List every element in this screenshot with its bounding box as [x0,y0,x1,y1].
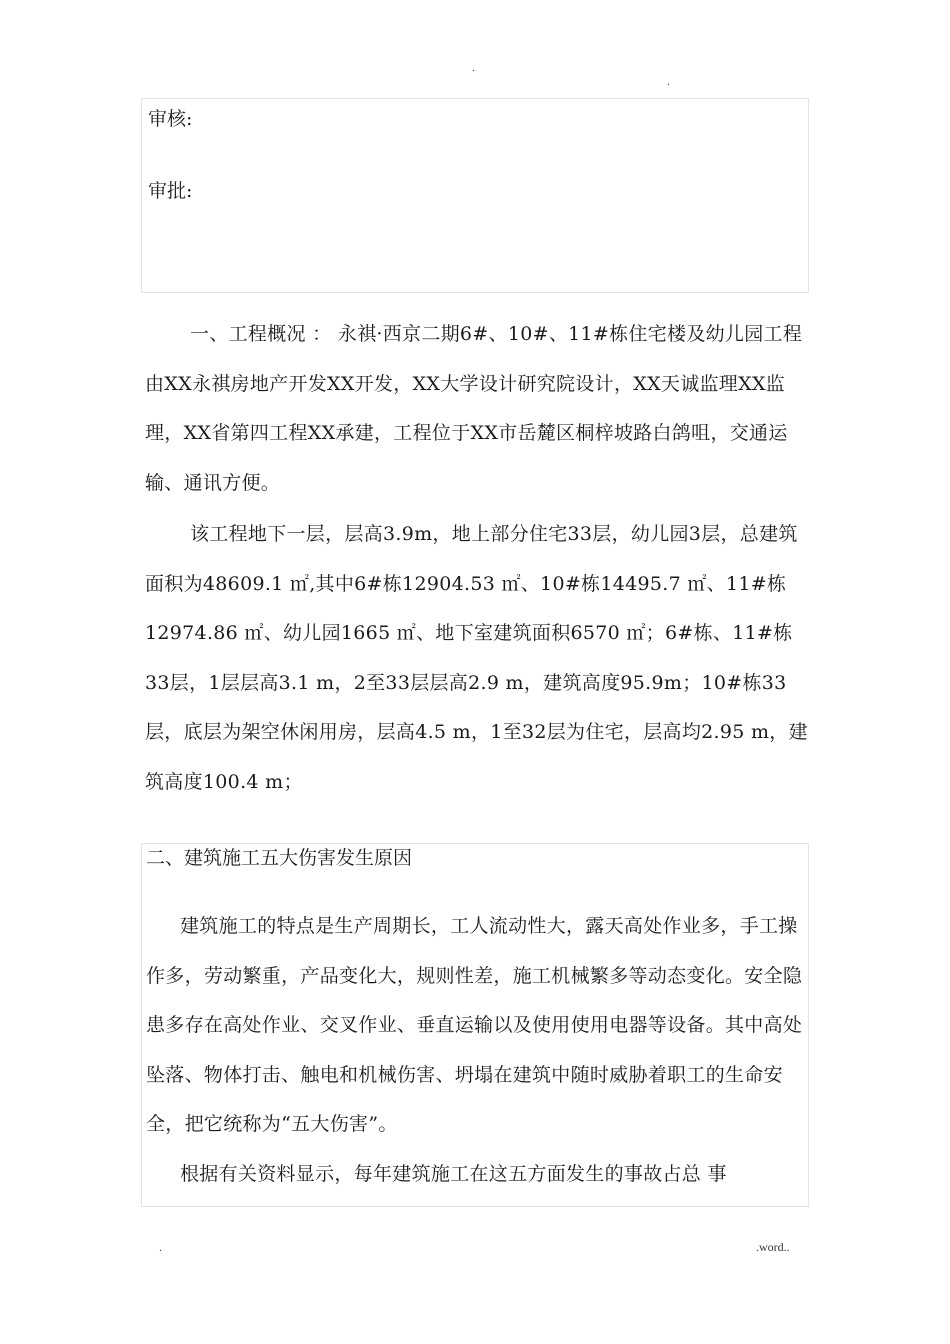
building-details-paragraph: 该工程地下一层，层高3.9m，地上部分住宅33层，幼儿园3层，总建筑面积为48609.1 ㎡,其中6#栋12904.53 ㎡、10#栋14495.7 ㎡、11#栋12974.86 ㎡、幼儿园1665 ㎡、地下室建筑面积6570 ㎡；6#栋、11#栋33层，1层层高3.1 m，2至33层层高2.9 m，建筑高度95.9m；10#栋33层，底层为架空休闲用房，层高4.5 m，1至32层为住宅，层高均2.95 m，建筑高度100.4 m； [145,523,808,793]
statistics-paragraph: 根据有关资料显示，每年建筑施工在这五方面发生的事故占总 事 [180,1163,727,1185]
section2-heading: 二、建筑施工五大伤害发生原因 [146,847,413,869]
approve-label: 审批: [148,180,193,202]
header-dot-left: . [472,60,475,74]
hazards-paragraph: 建筑施工的特点是生产周期长，工人流动性大，露天高处作业多，手工操作多，劳动繁重，产品变化大，规则性差，施工机械繁多等动态变化。安全隐患多存在高处作业、交叉作业、垂直运输以及使用使用电器等设备。其中高处坠落、物体打击、触电和机械伤害、坍塌在建筑中随时威胁着职工的生命安全，把它统称为“五大伤害”。 [146,915,803,1136]
approval-box [141,98,809,293]
section2-box [141,843,809,1207]
review-label: 审核: [148,108,193,130]
footer-right: .word.. [756,1240,790,1254]
overview-paragraph: 一、工程概况 ： 永祺·西京二期6#、10#、11#栋住宅楼及幼儿园工程由XX永祺房地产开发XX开发，XX大学设计研究院设计，XX天诚监理XX监理，XX省第四工程XX承建，工程位于XX市岳麓区桐梓坡路白鸽咀，交通运输、通讯方便。 [145,323,803,494]
header-dot-right: . [667,74,670,88]
footer-left: . [159,1240,162,1254]
